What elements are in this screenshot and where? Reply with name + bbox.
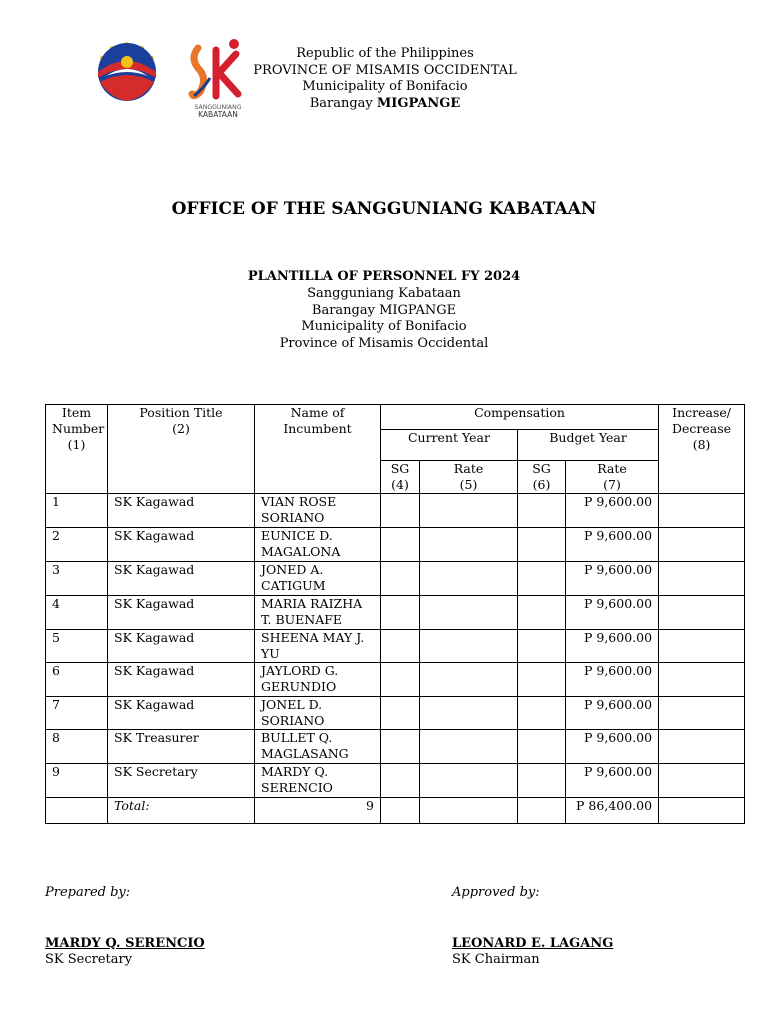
sg-current bbox=[381, 562, 420, 596]
increase-decrease bbox=[659, 663, 745, 697]
increase-decrease bbox=[659, 494, 745, 528]
sg-budget bbox=[518, 697, 566, 730]
item-number: 2 bbox=[46, 528, 108, 562]
plantilla-title: PLANTILLA OF PERSONNEL FY 2024 bbox=[247, 269, 521, 284]
rate-current bbox=[420, 697, 518, 730]
rate-current bbox=[420, 562, 518, 596]
table-row bbox=[46, 663, 745, 697]
table-row bbox=[46, 730, 745, 764]
header-budget-year: Budget Year bbox=[518, 430, 659, 461]
increase-decrease bbox=[659, 697, 745, 730]
sg-budget bbox=[518, 764, 566, 798]
sg-current bbox=[381, 630, 420, 663]
prepared-by-label: Prepared by: bbox=[45, 885, 131, 900]
item-number: 5 bbox=[46, 630, 108, 663]
sg-budget bbox=[518, 494, 566, 528]
position-title: SK Kagawad bbox=[108, 528, 255, 562]
sg-current bbox=[381, 764, 420, 798]
incumbent-name: MARIA RAIZHA T. BUENAFE bbox=[255, 596, 381, 630]
prepared-by-title: SK Secretary bbox=[45, 952, 133, 967]
plantilla-municipality: Municipality of Bonifacio bbox=[301, 319, 467, 335]
incumbent-name: BULLET Q. MAGLASANG bbox=[255, 730, 381, 764]
rate-budget: P 9,600.00 bbox=[566, 596, 659, 630]
barangay-name: MIGPANGE bbox=[376, 95, 461, 111]
header-name-of-incumbent: Name of Incumbent bbox=[255, 405, 381, 494]
rate-current bbox=[420, 596, 518, 630]
item-number: 3 bbox=[46, 562, 108, 596]
header-rate-budget: Rate (7) bbox=[566, 461, 659, 494]
position-title: SK Treasurer bbox=[108, 730, 255, 764]
table-row bbox=[46, 630, 745, 663]
plantilla-barangay: Barangay MIGPANGE bbox=[311, 302, 457, 318]
plantilla-sk: Sangguniang Kabataan bbox=[307, 285, 461, 301]
sg-budget bbox=[518, 528, 566, 562]
incumbent-name: SHEENA MAY J. YU bbox=[255, 630, 381, 663]
sg-budget bbox=[518, 730, 566, 764]
sg-current bbox=[381, 596, 420, 630]
position-title: SK Kagawad bbox=[108, 562, 255, 596]
letterhead-republic: Republic of the Philippines bbox=[296, 46, 474, 61]
total-blank bbox=[46, 798, 108, 824]
position-title: SK Kagawad bbox=[108, 494, 255, 528]
rate-budget: P 9,600.00 bbox=[566, 528, 659, 562]
rate-budget: P 9,600.00 bbox=[566, 562, 659, 596]
incumbent-name: JAYLORD G. GERUNDIO bbox=[255, 663, 381, 697]
letterhead-province: PROVINCE OF MISAMIS OCCIDENTAL bbox=[253, 62, 517, 78]
incumbent-name: JONEL D. SORIANO bbox=[255, 697, 381, 730]
header-sg-current: SG (4) bbox=[381, 461, 420, 494]
letterhead bbox=[230, 46, 540, 112]
sg-budget bbox=[518, 596, 566, 630]
sg-budget bbox=[518, 630, 566, 663]
rate-current bbox=[420, 663, 518, 697]
sg-current bbox=[381, 697, 420, 730]
item-number: 1 bbox=[46, 494, 108, 528]
total-count: 9 bbox=[255, 798, 381, 824]
position-title: SK Kagawad bbox=[108, 697, 255, 730]
rate-current bbox=[420, 630, 518, 663]
item-number: 9 bbox=[46, 764, 108, 798]
table-row bbox=[46, 528, 745, 562]
rate-budget: P 9,600.00 bbox=[566, 730, 659, 764]
header-increase-decrease: Increase/ Decrease (8) bbox=[659, 405, 745, 494]
sg-current bbox=[381, 494, 420, 528]
office-title: OFFICE OF THE SANGGUNIANG KABATAAN bbox=[171, 199, 597, 219]
position-title: SK Kagawad bbox=[108, 596, 255, 630]
approved-by-block bbox=[452, 885, 613, 969]
increase-decrease bbox=[659, 528, 745, 562]
incumbent-name: EUNICE D. MAGALONA bbox=[255, 528, 381, 562]
incumbent-name: JONED A. CATIGUM bbox=[255, 562, 381, 596]
item-number: 6 bbox=[46, 663, 108, 697]
header-current-year: Current Year bbox=[381, 430, 518, 461]
header-item-number: Item Number (1) bbox=[46, 405, 108, 494]
rate-budget: P 9,600.00 bbox=[566, 764, 659, 798]
svg-text:SANGGUNIANG: SANGGUNIANG bbox=[194, 104, 242, 111]
table-row bbox=[46, 764, 745, 798]
position-title: SK Kagawad bbox=[108, 663, 255, 697]
letterhead-barangay: Barangay MIGPANGE bbox=[309, 95, 461, 111]
sg-current bbox=[381, 730, 420, 764]
approved-by-label: Approved by: bbox=[452, 885, 540, 900]
rate-current bbox=[420, 730, 518, 764]
item-number: 8 bbox=[46, 730, 108, 764]
incumbent-name: VIAN ROSE SORIANO bbox=[255, 494, 381, 528]
increase-decrease bbox=[659, 630, 745, 663]
incumbent-name: MARDY Q. SERENCIO bbox=[255, 764, 381, 798]
rate-current bbox=[420, 764, 518, 798]
item-number: 4 bbox=[46, 596, 108, 630]
increase-decrease bbox=[659, 764, 745, 798]
rate-budget: P 9,600.00 bbox=[566, 663, 659, 697]
total-amount: P 86,400.00 bbox=[566, 798, 659, 824]
plantilla-province: Province of Misamis Occidental bbox=[279, 336, 489, 352]
table-row bbox=[46, 697, 745, 730]
plantilla-table bbox=[45, 404, 745, 824]
prepared-by-name: MARDY Q. SERENCIO bbox=[45, 935, 205, 951]
approved-by-name: LEONARD E. LAGANG bbox=[452, 935, 614, 951]
letterhead-municipality: Municipality of Bonifacio bbox=[302, 79, 468, 94]
table-row bbox=[46, 562, 745, 596]
rate-current bbox=[420, 494, 518, 528]
header-compensation: Compensation bbox=[381, 405, 659, 430]
svg-text:KABATAAN: KABATAAN bbox=[198, 110, 238, 119]
sg-budget bbox=[518, 562, 566, 596]
table-row bbox=[46, 596, 745, 630]
header-sg-budget: SG (6) bbox=[518, 461, 566, 494]
bagong-pilipinas-logo bbox=[84, 38, 170, 110]
rate-budget: P 9,600.00 bbox=[566, 697, 659, 730]
total-label: Total: bbox=[108, 798, 255, 824]
header-rate-current: Rate (5) bbox=[420, 461, 518, 494]
table-row bbox=[46, 494, 745, 528]
rate-budget: P 9,600.00 bbox=[566, 494, 659, 528]
rate-current bbox=[420, 528, 518, 562]
increase-decrease bbox=[659, 596, 745, 630]
prepared-by-block bbox=[45, 885, 205, 969]
plantilla-heading bbox=[0, 269, 768, 353]
position-title: SK Kagawad bbox=[108, 630, 255, 663]
rate-budget: P 9,600.00 bbox=[566, 630, 659, 663]
increase-decrease bbox=[659, 562, 745, 596]
approved-by-title: SK Chairman bbox=[452, 952, 540, 967]
sg-current bbox=[381, 528, 420, 562]
sg-budget bbox=[518, 663, 566, 697]
position-title: SK Secretary bbox=[108, 764, 255, 798]
increase-decrease bbox=[659, 730, 745, 764]
header-position-title: Position Title (2) bbox=[108, 405, 255, 494]
item-number: 7 bbox=[46, 697, 108, 730]
sg-current bbox=[381, 663, 420, 697]
total-row bbox=[46, 798, 745, 824]
